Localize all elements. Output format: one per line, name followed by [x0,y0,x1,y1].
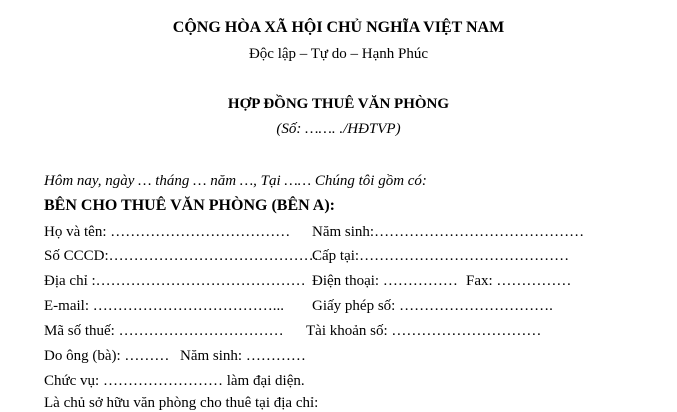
party-a-issued-at: Cấp tại:…………………………………… [312,248,570,264]
party-a-rep-birth-year: Năm sinh: ………… [180,348,306,364]
party-a-account: Tài khoản số: ………………………… [306,323,542,339]
party-a-address: Địa chỉ :…………………………………… [44,273,306,289]
party-a-id-number: Số CCCD:…………………………………… [44,248,319,264]
nation-heading: CỘNG HÒA XÃ HỘI CHỦ NGHĨA VIỆT NAM [172,19,505,36]
intro-line: Hôm nay, ngày … tháng … năm …, Tại …… Chúng tôi gồm có: [44,173,427,189]
contract-title: HỢP ĐỒNG THUÊ VĂN PHÒNG [227,96,450,112]
party-a-email: E-mail: ………………………………... [44,298,284,314]
party-a-heading: BÊN CHO THUÊ VĂN PHÒNG (BÊN A): [44,197,335,214]
partial-cut-line [44,394,319,411]
party-a-fax: Fax: …………… [466,273,572,289]
party-a-full-name: Họ và tên: ……………………………… [44,224,291,240]
party-a-license: Giấy phép số: …………………………. [312,298,553,314]
party-a-tax-code: Mã số thuế: …………………………… [44,323,284,339]
party-a-partial-next-line: Là chủ sở hữu văn phòng cho thuê tại địa chỉ: [44,395,319,411]
national-motto: Độc lập – Tự do – Hạnh Phúc [248,46,429,62]
party-a-birth-year: Năm sinh:…………………………………… [312,224,585,240]
contract-number: (Số: ……. ./HĐTVP) [276,121,401,137]
party-a-phone: Điện thoại: …………… [312,273,458,289]
party-a-represented-by: Do ông (bà): ……… [44,348,170,364]
party-a-position: Chức vụ: …………………… làm đại diện. [44,373,305,389]
